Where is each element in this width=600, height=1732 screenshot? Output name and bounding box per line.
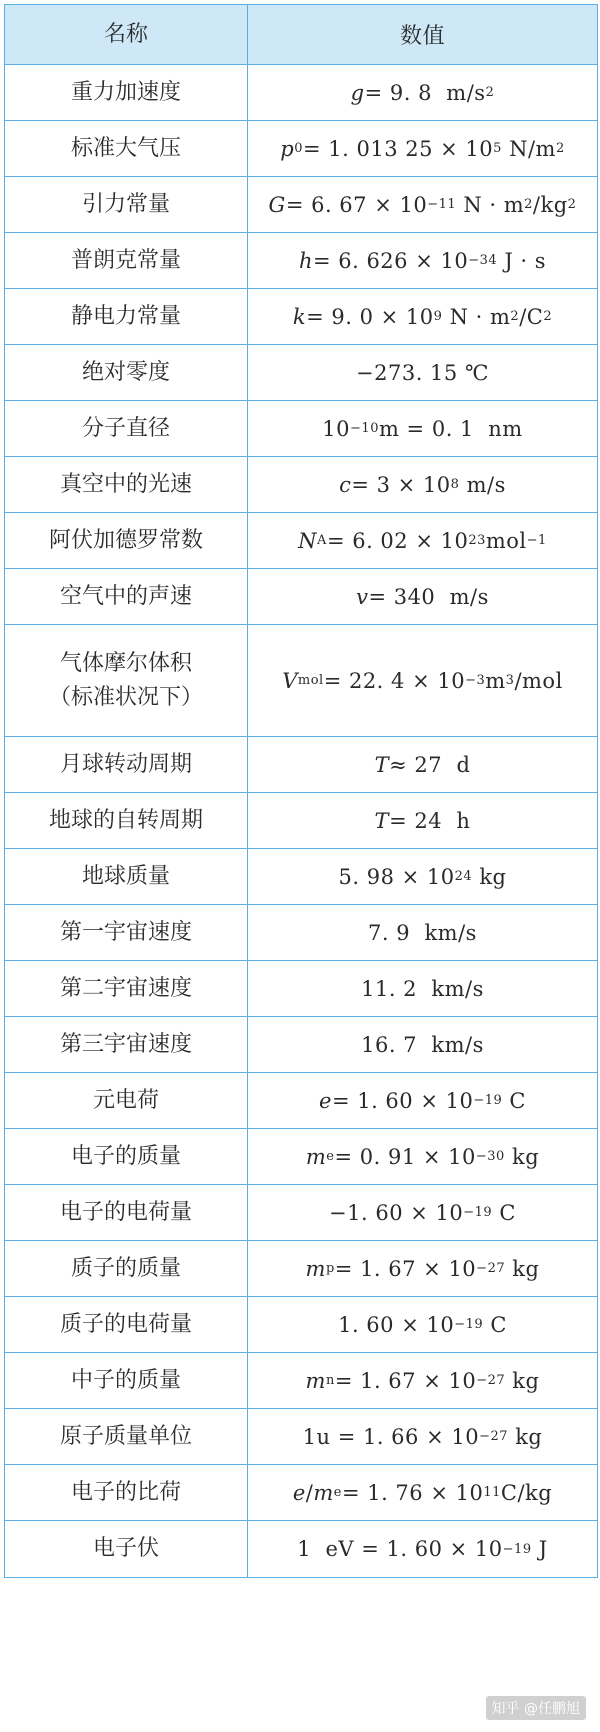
row-name-line: 绝对零度 — [81, 359, 170, 385]
table-body — [5, 65, 597, 1577]
row-name-line: 分子直径 — [81, 415, 170, 441]
table-row — [5, 1017, 597, 1073]
row-value: −1. 60 × 10 −19 C — [329, 1200, 516, 1225]
row-name-line: 质子的电荷量 — [59, 1311, 192, 1337]
table-row — [5, 793, 597, 849]
row-name — [5, 849, 248, 904]
row-name-line: 静电力常量 — [70, 303, 181, 329]
watermark: 知乎 @任鹏旭 — [486, 1696, 586, 1720]
row-name-line: 气体摩尔体积 — [59, 650, 192, 676]
table-row — [5, 177, 597, 233]
row-name — [5, 1409, 248, 1464]
row-name — [5, 401, 248, 456]
row-value: T ≈ 27 d — [374, 752, 471, 777]
row-name-line: 电子伏 — [92, 1536, 159, 1561]
row-value: 1u = 1. 66 × 10 −27 kg — [302, 1424, 543, 1449]
table-row — [5, 961, 597, 1017]
row-name — [5, 1129, 248, 1184]
table-header — [5, 5, 597, 65]
row-name — [5, 1521, 248, 1577]
table-row — [5, 1409, 597, 1465]
row-name-line: 重力加速度 — [70, 79, 181, 105]
row-value: h = 6. 626 × 10 −34 J · s — [298, 248, 547, 273]
row-name — [5, 1017, 248, 1072]
table-row — [5, 233, 597, 289]
row-name — [5, 737, 248, 792]
row-name-line: 电子的电荷量 — [59, 1199, 192, 1225]
table-row — [5, 1353, 597, 1409]
header-value: 数值 — [399, 24, 445, 49]
table-row — [5, 513, 597, 569]
row-name — [5, 513, 248, 568]
row-name — [5, 1465, 248, 1520]
row-value: 1. 60 × 10 −19 C — [338, 1312, 507, 1337]
row-name — [5, 1241, 248, 1296]
row-name — [5, 289, 248, 344]
row-name-line: 元电荷 — [92, 1087, 159, 1113]
table-row — [5, 121, 597, 177]
table-row — [5, 457, 597, 513]
row-name — [5, 905, 248, 960]
row-name-line: 电子的质量 — [70, 1143, 181, 1169]
table-row — [5, 737, 597, 793]
table-row — [5, 289, 597, 345]
row-value: m p = 1. 67 × 10 −27 kg — [305, 1256, 540, 1281]
row-value: m n = 1. 67 × 10 −27 kg — [305, 1368, 540, 1393]
row-value: G = 6. 67 × 10 −11 N · m 2 /kg 2 — [268, 192, 577, 217]
row-value: 16. 7 km/s — [361, 1032, 484, 1057]
table-row — [5, 1129, 597, 1185]
row-value: 1 eV = 1. 60 × 10 −19 J — [297, 1537, 548, 1561]
table-row — [5, 569, 597, 625]
row-name-line: 质子的质量 — [70, 1255, 181, 1281]
row-name-line: 空气中的声速 — [59, 583, 192, 609]
row-name-line: 地球质量 — [81, 863, 170, 889]
row-value: V mol = 22. 4 × 10 −3 m 3 /mol — [282, 668, 563, 693]
row-name-line: 真空中的光速 — [59, 471, 192, 497]
row-name — [5, 233, 248, 288]
row-value: 10 −10 m = 0. 1 nm — [322, 416, 523, 441]
row-name-line: 第二宇宙速度 — [59, 975, 192, 1001]
row-value: c = 3 × 10 8 m/s — [339, 472, 506, 497]
row-value: e / m e = 1. 76 × 10 11 C/kg — [292, 1480, 553, 1505]
row-value: T = 24 h — [374, 808, 471, 833]
row-name — [5, 569, 248, 624]
row-value: 7. 9 km/s — [368, 920, 477, 945]
header-name: 名称 — [5, 5, 248, 64]
row-name-line: 第三宇宙速度 — [59, 1031, 192, 1057]
row-name — [5, 65, 248, 120]
row-name — [5, 1297, 248, 1352]
row-name-line: 月球转动周期 — [59, 751, 192, 777]
row-value: 11. 2 km/s — [361, 976, 484, 1001]
table-row — [5, 1297, 597, 1353]
row-name-line-2: （标准状况下） — [48, 684, 203, 710]
row-name — [5, 793, 248, 848]
row-value: k = 9. 0 × 10 9 N · m 2 /C 2 — [292, 304, 553, 329]
row-name-line: 标准大气压 — [70, 135, 181, 161]
table-row — [5, 625, 597, 737]
constants-table — [4, 4, 598, 1578]
row-value: −273. 15 ℃ — [356, 360, 489, 385]
table-row — [5, 401, 597, 457]
row-name — [5, 961, 248, 1016]
table-row — [5, 1185, 597, 1241]
row-value: N A = 6. 02 × 10 23 mol −1 — [298, 528, 547, 553]
row-name-line: 电子的比荷 — [70, 1479, 181, 1505]
table-row — [5, 849, 597, 905]
row-name — [5, 177, 248, 232]
table-row — [5, 65, 597, 121]
row-name-line: 中子的质量 — [70, 1367, 181, 1393]
row-value: m e = 0. 91 × 10 −30 kg — [305, 1144, 540, 1169]
table-row — [5, 1465, 597, 1521]
table-row — [5, 345, 597, 401]
row-name — [5, 121, 248, 176]
row-name — [5, 345, 248, 400]
row-name — [5, 457, 248, 512]
row-name — [5, 1073, 248, 1128]
row-name-line: 引力常量 — [81, 191, 170, 217]
row-value: 5. 98 × 10 24 kg — [338, 864, 507, 889]
row-value: g = 9. 8 m/s 2 — [350, 80, 495, 105]
row-value: p 0 = 1. 013 25 × 10 5 N/m 2 — [280, 136, 565, 161]
row-name-line: 原子质量单位 — [59, 1423, 192, 1449]
row-name — [5, 1185, 248, 1240]
row-name-line: 地球的自转周期 — [48, 807, 203, 833]
table-row — [5, 905, 597, 961]
row-name — [5, 1353, 248, 1408]
row-value: v = 340 m/s — [356, 584, 489, 609]
table-row — [5, 1241, 597, 1297]
row-name — [5, 625, 248, 736]
table-row — [5, 1073, 597, 1129]
row-value: e = 1. 60 × 10 −19 C — [319, 1088, 526, 1113]
row-name-line: 第一宇宙速度 — [59, 919, 192, 945]
table-row — [5, 1521, 597, 1577]
row-name-line: 阿伏加德罗常数 — [48, 527, 203, 553]
row-name-line: 普朗克常量 — [70, 247, 181, 273]
